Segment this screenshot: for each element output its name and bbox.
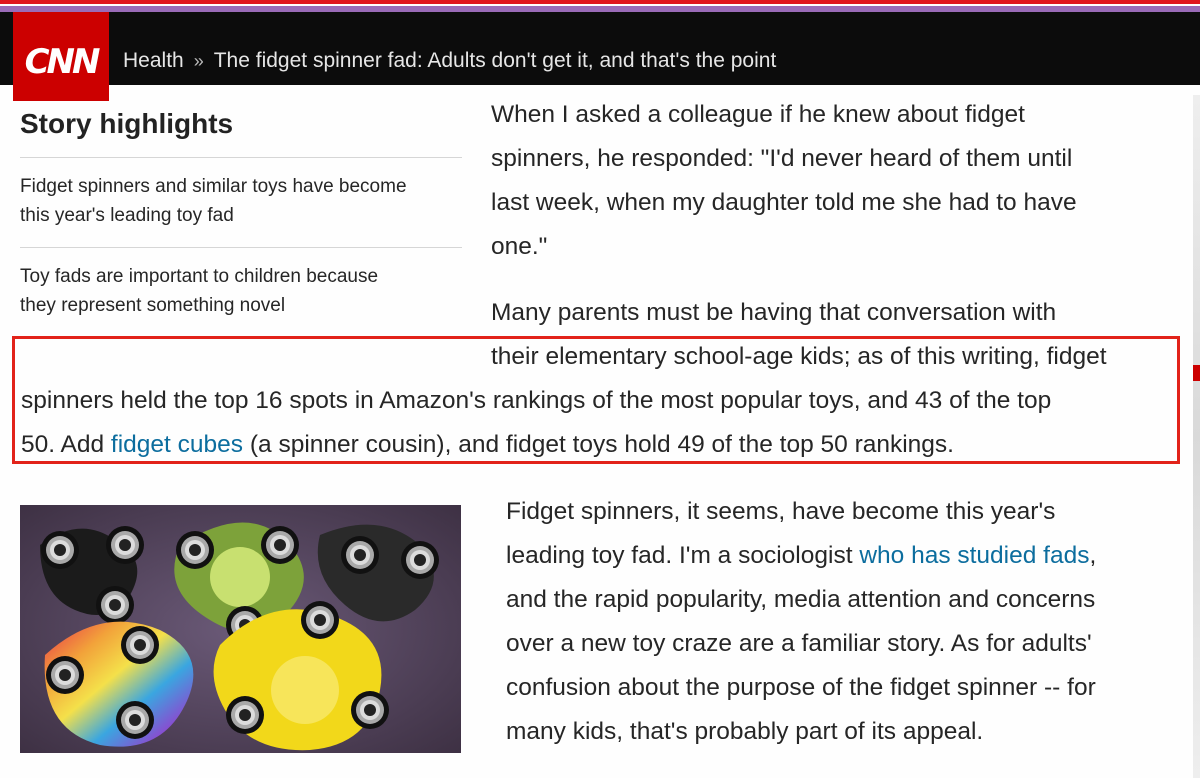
text-segment: 50. Add (21, 431, 111, 458)
article-paragraph-2-line-2: their elementary school-age kids; as of this writing, fidget (491, 343, 1107, 370)
text-line: over a new toy craze are a familiar story. As for adults' (506, 630, 1092, 657)
article-paragraph-2-line-3: spinners held the top 16 spots in Amazon's rankings of the most popular toys, and 43 of the top (21, 387, 1052, 414)
text-line: When I asked a colleague if he knew about fidget (491, 101, 1025, 128)
cnn-logo[interactable] (13, 12, 109, 101)
top-nav-bar (0, 12, 1200, 85)
highlight-line: this year's leading toy fad (20, 205, 234, 226)
article-paragraph-1 (491, 93, 1077, 269)
highlight-item-2 (20, 262, 470, 320)
text-line: and the rapid popularity, media attention and concerns (506, 586, 1096, 613)
highlight-line: they represent something novel (20, 295, 286, 316)
text-line: one." (491, 233, 548, 260)
text-line: last week, when my daughter told me she had to have (491, 189, 1077, 216)
breadcrumb (123, 47, 776, 75)
adjacent-page-edge (1193, 95, 1200, 778)
breadcrumb-section-link[interactable]: Health (123, 49, 184, 72)
highlight-annotation-box (12, 336, 1180, 464)
text-line: spinners, he responded: "I'd never heard of them until (491, 145, 1073, 172)
highlights-divider (20, 157, 462, 158)
cnn-logo-text: CNN (24, 42, 98, 82)
breadcrumb-headline: The fidget spinner fad: Adults don't get it, and that's the point (213, 49, 777, 72)
article-paragraph-3 (506, 490, 1096, 754)
highlight-line: Toy fads are important to children because (20, 266, 379, 287)
fidget-spinners-illustration (20, 505, 461, 753)
highlight-item-1 (20, 172, 470, 230)
text-segment: (a spinner cousin), and fidget toys hold 49 of the top 50 rankings. (243, 431, 954, 458)
article-paragraph-2-line-1: Many parents must be having that conversation with (491, 299, 1057, 326)
text-line: Fidget spinners, it seems, have become this year's (506, 498, 1056, 525)
fidget-cubes-link[interactable]: fidget cubes (110, 431, 244, 458)
fidget-spinners-photo (20, 505, 461, 753)
breadcrumb-separator: » (193, 51, 204, 71)
top-color-stripe (0, 0, 1200, 12)
text-line (506, 534, 1096, 578)
adjacent-red-marker (1193, 365, 1200, 381)
text-segment: leading toy fad. I'm a sociologist (506, 542, 860, 569)
text-segment: , (1089, 542, 1097, 569)
highlight-line: Fidget spinners and similar toys have become (20, 176, 407, 197)
studied-fads-link[interactable]: who has studied fads (859, 542, 1090, 569)
text-line: many kids, that's probably part of its appeal. (506, 718, 984, 745)
highlights-divider (20, 247, 462, 248)
story-highlights-title: Story highlights (20, 108, 234, 139)
text-line: confusion about the purpose of the fidget spinner -- for (506, 674, 1096, 701)
